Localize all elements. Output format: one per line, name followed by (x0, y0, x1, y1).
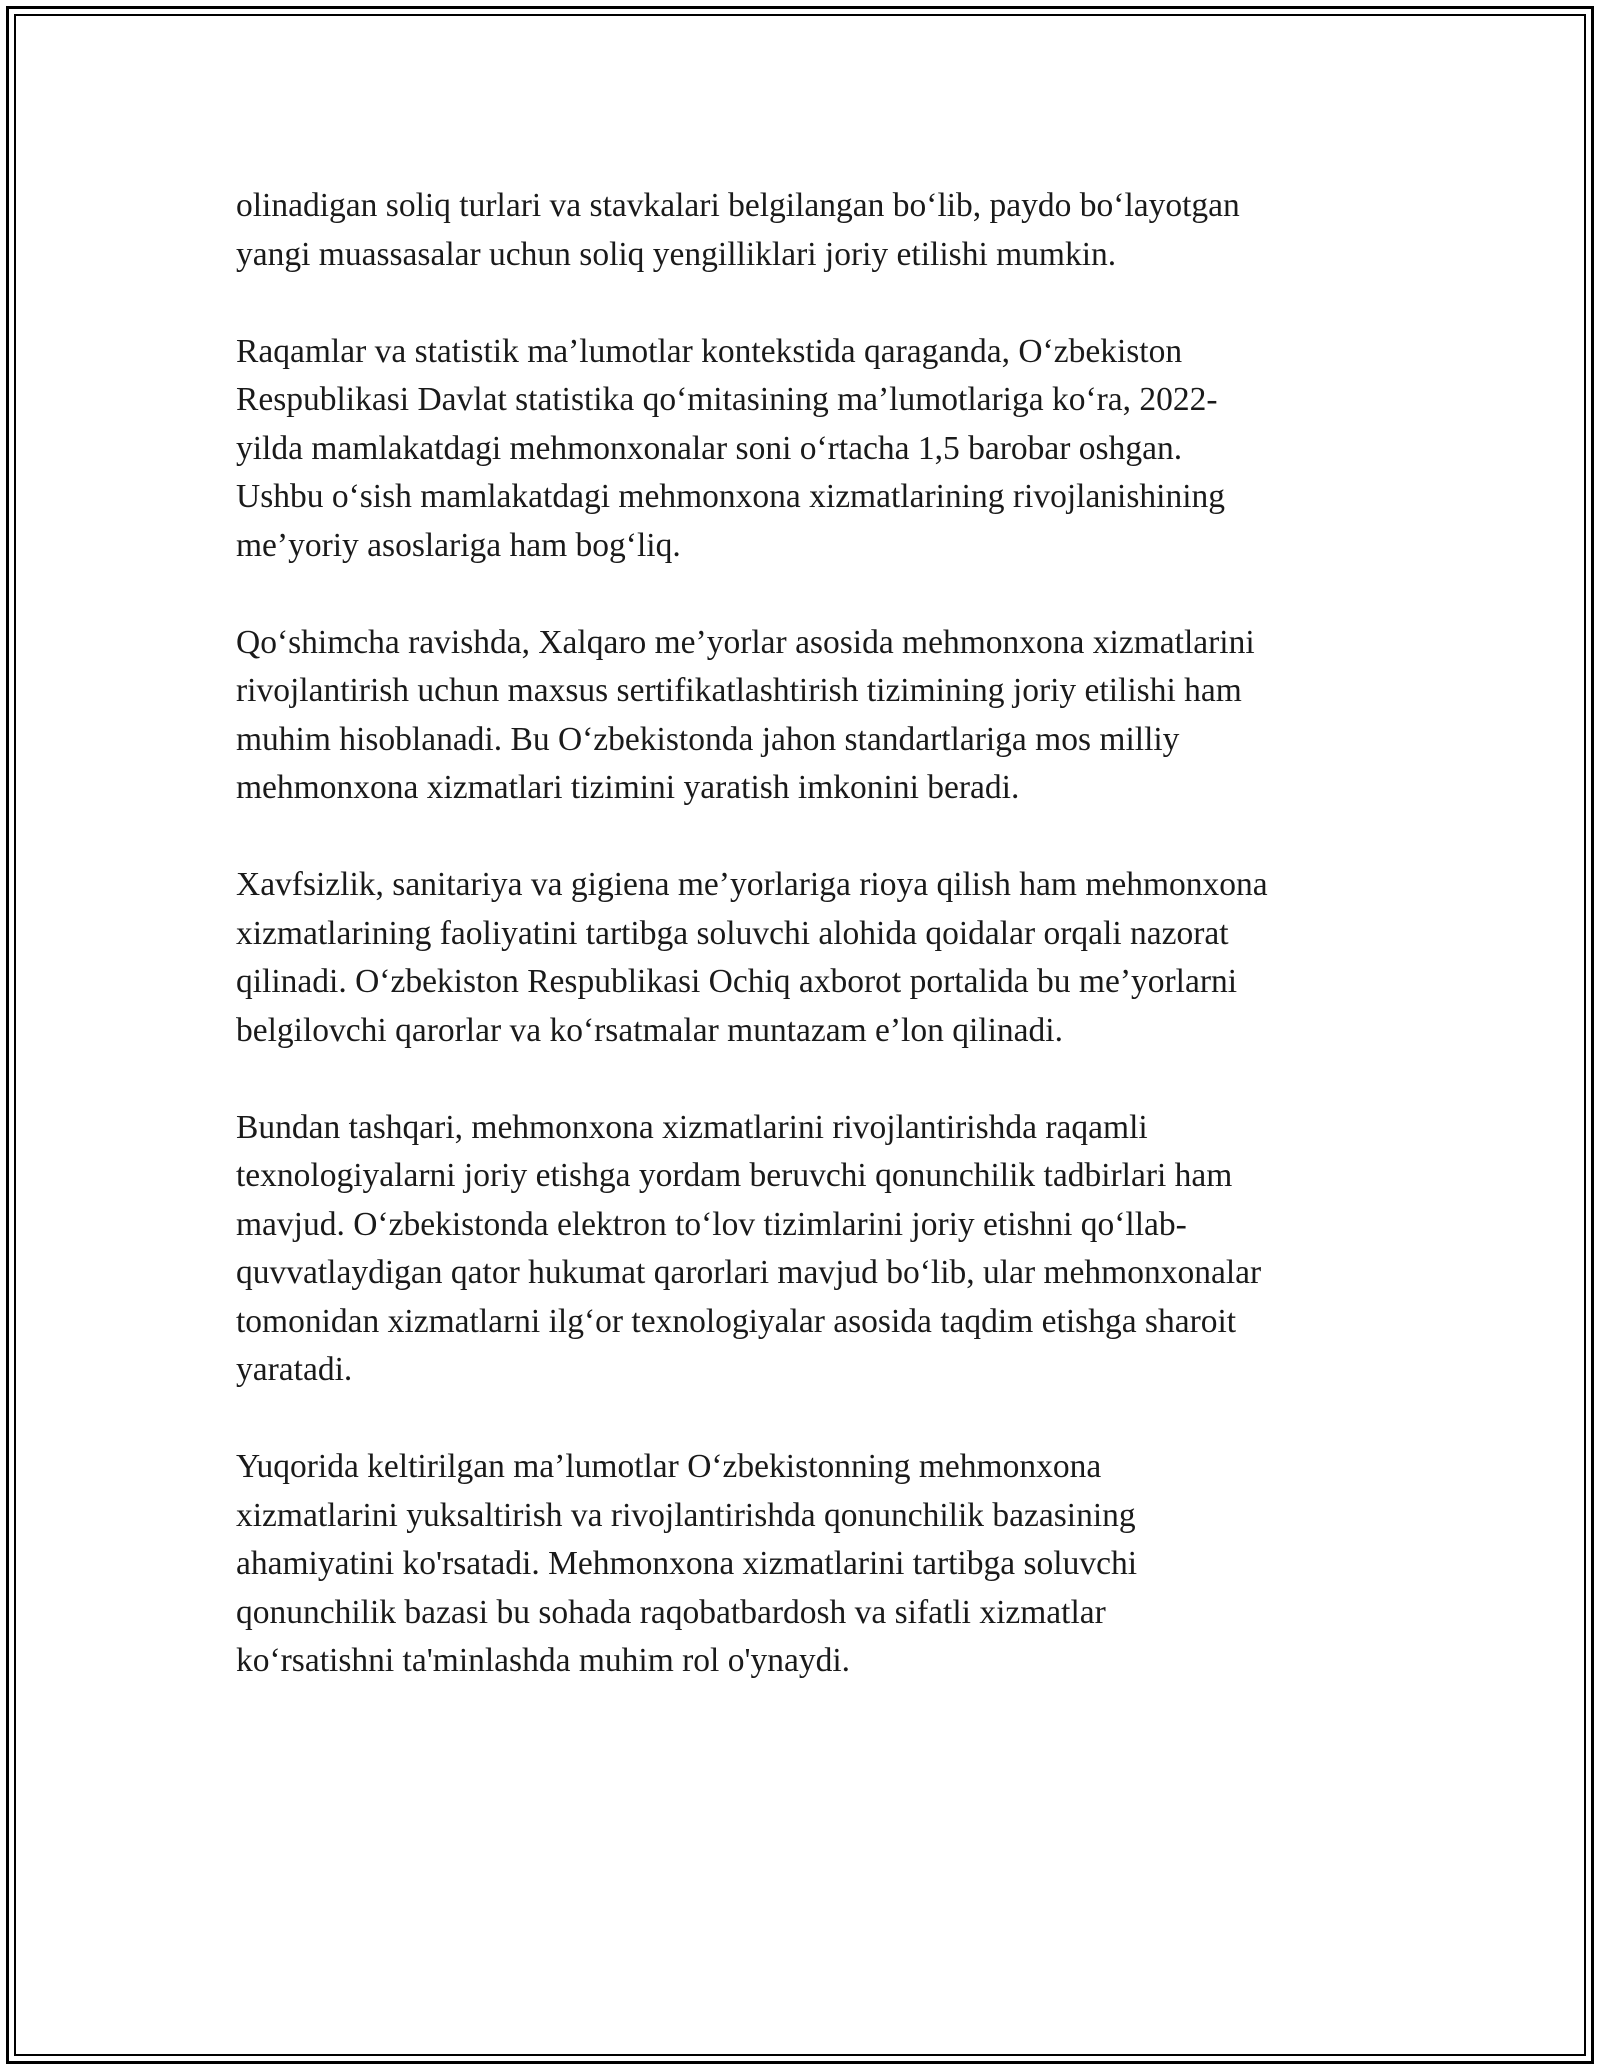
document-body (236, 182, 1376, 1734)
text-line: qilinadi. O‘zbekiston Respublikasi Ochiq axborot portalida bu me’yorlarni (236, 963, 1238, 1000)
paragraph-2 (236, 328, 1376, 571)
text-line: Ushbu o‘sish mamlakatdagi mehmonxona xizmatlarining rivojlanishining (236, 478, 1226, 515)
text-line: Yuqorida keltirilgan ma’lumotlar O‘zbekistonning mehmonxona (236, 1448, 1102, 1485)
text-line: Raqamlar va statistik ma’lumotlar kontekstida qaraganda, O‘zbekiston (236, 332, 1183, 370)
text-line: Bundan tashqari, mehmonxona xizmatlarini rivojlantirishda raqamli (236, 1108, 1148, 1146)
text-line: ko‘rsatishni ta'minlashda muhim rol o'ynaydi. (236, 1642, 851, 1679)
paragraph-6 (236, 1443, 1376, 1686)
text-line: tomonidan xizmatlarni ilg‘or texnologiyalar asosida taqdim etishga sharoit (236, 1302, 1237, 1340)
text-line: belgilovchi qarorlar va ko‘rsatmalar muntazam e’lon qilinadi. (236, 1011, 1063, 1049)
text-line: Respublikasi Davlat statistika qo‘mitasining ma’lumotlariga ko‘ra, 2022- (236, 381, 1218, 418)
paragraph-1 (236, 182, 1376, 279)
paragraph-3 (236, 619, 1376, 813)
text-line: xizmatlarining faoliyatini tartibga soluvchi alohida qoidalar orqali nazorat (236, 914, 1229, 952)
text-line: olinadigan soliq turlari va stavkalari belgilangan bo‘lib, paydo bo‘layotgan (236, 187, 1240, 224)
text-line: xizmatlarini yuksaltirish va rivojlantirishda qonunchilik bazasining (236, 1496, 1136, 1534)
text-line: mavjud. O‘zbekistonda elektron to‘lov tizimlarini joriy etishni qo‘llab- (236, 1205, 1187, 1243)
text-line: yilda mamlakatdagi mehmonxonalar soni o‘rtacha 1,5 barobar oshgan. (236, 429, 1183, 467)
text-line: Qo‘shimcha ravishda, Xalqaro me’yorlar asosida mehmonxona xizmatlarini (236, 623, 1255, 661)
text-line: yaratadi. (236, 1351, 353, 1388)
text-line: texnologiyalarni joriy etishga yordam beruvchi qonunchilik tadbirlari ham (236, 1157, 1233, 1194)
text-line: mehmonxona xizmatlari tizimini yaratish imkonini beradi. (236, 769, 1020, 806)
text-line: qonunchilik bazasi bu sohada raqobatbardosh va sifatli xizmatlar (236, 1593, 1106, 1631)
text-line: Xavfsizlik, sanitariya va gigiena me’yorlariga rioya qilish ham mehmonxona (236, 866, 1268, 903)
text-line: rivojlantirish uchun maxsus sertifikatlashtirish tizimining joriy etilishi ham (236, 672, 1242, 709)
text-line: quvvatlaydigan qator hukumat qarorlari mavjud bo‘lib, ular mehmonxonalar (236, 1254, 1262, 1291)
text-line: me’yoriy asoslariga ham bog‘liq. (236, 526, 681, 564)
text-line: yangi muassasalar uchun soliq yengilliklari joriy etilishi mumkin. (236, 235, 1117, 273)
text-line: ahamiyatini ko'rsatadi. Mehmonxona xizmatlarini tartibga soluvchi (236, 1545, 1137, 1582)
paragraph-5 (236, 1104, 1376, 1395)
text-line: muhim hisoblanadi. Bu O‘zbekistonda jahon standartlariga mos milliy (236, 720, 1180, 758)
paragraph-4 (236, 861, 1376, 1055)
